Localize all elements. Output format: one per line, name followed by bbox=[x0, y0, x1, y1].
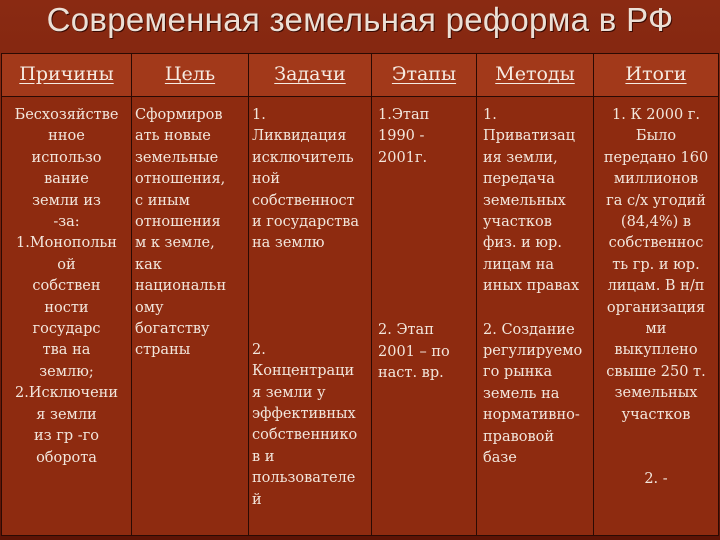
table-row bbox=[2, 97, 719, 536]
header-methods: Методы bbox=[477, 54, 594, 97]
cell-reasons bbox=[2, 97, 132, 536]
cell-tasks bbox=[249, 97, 372, 536]
methods-item-2: 2. Создание регулируемо го рынка земель на нормативно- правовой базе bbox=[483, 321, 583, 467]
header-stages: Этапы bbox=[372, 54, 477, 97]
header-tasks: Задачи bbox=[249, 54, 372, 97]
header-row bbox=[2, 54, 719, 97]
reasons-text: Бесхозяйстве нное использо вание земли из -за: 1.Монопольн ой собствен ности государс тва на землю; 2.Исключени я земли из гр -го оборота bbox=[14, 107, 119, 466]
results-text: 1. К 2000 г. Было передано 160 миллионов га с/х угодий (84,4%) в собственнос ть гр. и юр. лицам. В н/п организация ми выкуплено свыше 250 т. земельных участков 2. - bbox=[603, 107, 709, 487]
stages-item-1: 1.Этап 1990 - 2001г. bbox=[378, 107, 430, 166]
goal-text: Сформиров ать новые земельные отношения, с иным отношения м к земле, как национальн ому богатству страны bbox=[135, 107, 227, 359]
header-results: Итоги bbox=[594, 54, 719, 97]
methods-item-1: 1. Приватизац ия земли, передача земельных участков физ. и юр. лицам на иных правах bbox=[483, 107, 580, 295]
reform-table bbox=[1, 53, 719, 536]
cell-goal bbox=[132, 97, 249, 536]
slide-title: Современная земельная реформа в РФ bbox=[46, 1, 674, 38]
cell-stages bbox=[372, 97, 477, 536]
stages-item-2: 2. Этап 2001 – по наст. вр. bbox=[378, 322, 450, 382]
cell-results bbox=[594, 97, 719, 536]
tasks-item-2: 2. Концентраци я земли у эффективных собственнико в и пользователе й bbox=[252, 341, 358, 508]
header-reasons: Причины bbox=[2, 54, 132, 97]
header-goal: Цель bbox=[132, 54, 249, 97]
cell-methods bbox=[477, 97, 594, 536]
tasks-item-1: 1. Ликвидация исключитель ной собственност и государства на землю bbox=[252, 107, 360, 252]
